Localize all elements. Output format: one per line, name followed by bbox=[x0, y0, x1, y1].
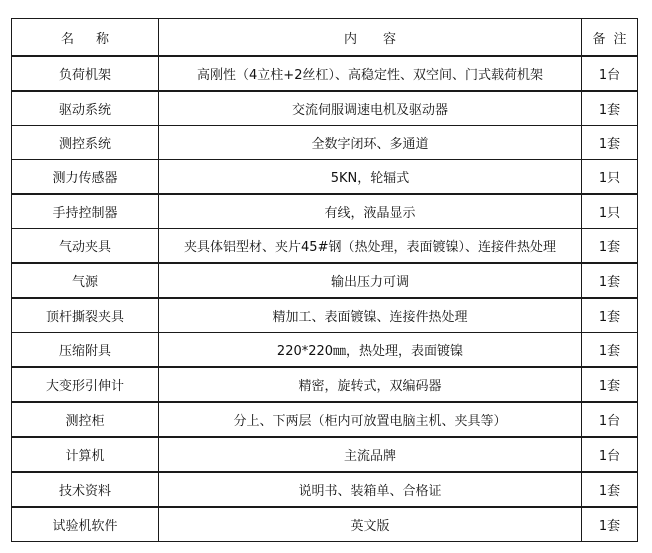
row-name-cell: 压缩附具 bbox=[12, 333, 159, 368]
row-content-cell: 全数字闭环、多通道 bbox=[159, 126, 582, 160]
row-name-cell: 技术资料 bbox=[12, 472, 159, 507]
row-note-cell: 1套 bbox=[582, 263, 638, 298]
table-row bbox=[12, 402, 638, 437]
table-row bbox=[12, 298, 638, 333]
row-content-cell: 输出压力可调 bbox=[159, 263, 582, 298]
table-row bbox=[12, 56, 638, 91]
row-name-cell: 计算机 bbox=[12, 437, 159, 472]
spec-table-body bbox=[12, 19, 638, 542]
row-name-cell: 负荷机架 bbox=[12, 56, 159, 91]
row-content-cell: 220*220㎜，热处理，表面镀镍 bbox=[159, 333, 582, 368]
row-content-cell: 高刚性（4立柱+2丝杠）、高稳定性、双空间、门式载荷机架 bbox=[159, 56, 582, 91]
row-note-cell: 1套 bbox=[582, 507, 638, 542]
row-note-cell: 1套 bbox=[582, 126, 638, 160]
row-note-cell: 1套 bbox=[582, 472, 638, 507]
row-note-cell: 1套 bbox=[582, 298, 638, 333]
row-content-cell: 分上、下两层（柜内可放置电脑主机、夹具等） bbox=[159, 402, 582, 437]
row-note-cell: 1台 bbox=[582, 402, 638, 437]
table-row bbox=[12, 126, 638, 160]
row-content-cell: 主流品牌 bbox=[159, 437, 582, 472]
row-content-cell: 5KN，轮辐式 bbox=[159, 160, 582, 195]
row-note-cell: 1套 bbox=[582, 229, 638, 264]
table-row bbox=[12, 367, 638, 402]
row-note-cell: 1套 bbox=[582, 367, 638, 402]
table-row bbox=[12, 507, 638, 542]
row-name-cell: 测力传感器 bbox=[12, 160, 159, 195]
row-content-cell: 有线，液晶显示 bbox=[159, 194, 582, 229]
row-name-cell: 试验机软件 bbox=[12, 507, 159, 542]
table-row bbox=[12, 229, 638, 264]
row-name-cell: 气动夹具 bbox=[12, 229, 159, 264]
row-note-cell: 1只 bbox=[582, 194, 638, 229]
row-name-cell: 测控柜 bbox=[12, 402, 159, 437]
row-content-cell: 精加工、表面镀镍、连接件热处理 bbox=[159, 298, 582, 333]
row-content-cell: 交流伺服调速电机及驱动器 bbox=[159, 91, 582, 126]
row-note-cell: 1套 bbox=[582, 333, 638, 368]
table-row bbox=[12, 437, 638, 472]
row-name-cell: 驱动系统 bbox=[12, 91, 159, 126]
header-note: 备注 bbox=[582, 19, 638, 57]
table-row bbox=[12, 91, 638, 126]
table-row bbox=[12, 160, 638, 195]
header-row bbox=[12, 19, 638, 57]
row-note-cell: 1只 bbox=[582, 160, 638, 195]
header-content: 内容 bbox=[159, 19, 582, 57]
table-row bbox=[12, 194, 638, 229]
row-content-cell: 夹具体铝型材、夹片45#钢（热处理，表面镀镍）、连接件热处理 bbox=[159, 229, 582, 264]
row-content-cell: 说明书、装箱单、合格证 bbox=[159, 472, 582, 507]
row-note-cell: 1台 bbox=[582, 437, 638, 472]
row-name-cell: 气源 bbox=[12, 263, 159, 298]
row-name-cell: 测控系统 bbox=[12, 126, 159, 160]
row-note-cell: 1台 bbox=[582, 56, 638, 91]
row-name-cell: 手持控制器 bbox=[12, 194, 159, 229]
spec-table bbox=[11, 18, 638, 542]
table-row bbox=[12, 333, 638, 368]
row-content-cell: 英文版 bbox=[159, 507, 582, 542]
row-name-cell: 顶杆撕裂夹具 bbox=[12, 298, 159, 333]
table-row bbox=[12, 472, 638, 507]
table-row bbox=[12, 263, 638, 298]
header-name: 名称 bbox=[12, 19, 159, 57]
row-name-cell: 大变形引伸计 bbox=[12, 367, 159, 402]
row-note-cell: 1套 bbox=[582, 91, 638, 126]
row-content-cell: 精密，旋转式，双编码器 bbox=[159, 367, 582, 402]
